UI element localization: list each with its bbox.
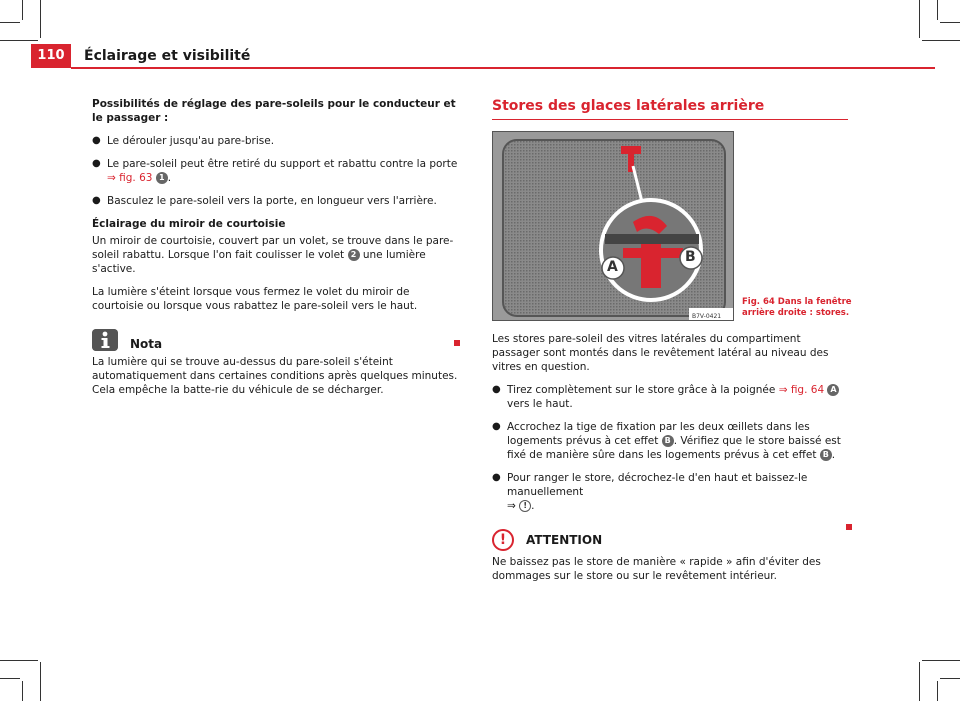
left-column [92, 97, 464, 397]
list-item [92, 194, 464, 208]
list-item [492, 383, 848, 411]
list-item-text: vers le haut. [507, 398, 573, 410]
figure-label-a: A [607, 259, 618, 275]
crop-mark [937, 0, 938, 20]
section-end-marker [454, 340, 460, 346]
section-end-marker [846, 524, 852, 530]
list-item [492, 471, 848, 513]
section-title: Stores des glaces latérales arrière [492, 98, 765, 114]
figure-label-b: B [685, 249, 696, 265]
crop-mark [922, 660, 960, 661]
crop-mark [937, 681, 938, 701]
paragraph-text: Un miroir de courtoisie, couvert par un volet, se trouve dans le pare-soleil rabattu. Lorsque l'on fait coulisser le volet [92, 235, 454, 261]
crop-mark [0, 40, 38, 41]
bullet-icon: ● [92, 135, 101, 146]
callout-badge: 2 [348, 249, 360, 261]
sunblind-intro: Les stores pare-soleil des vitres latérales du compartiment passager sont montés dans le revêtement latéral au niveau des vitres en question. [492, 333, 829, 373]
list-item [92, 134, 464, 148]
callout-badge: B [662, 435, 674, 447]
crop-mark [0, 660, 38, 661]
sunblind-drawing [493, 132, 734, 321]
page-number: 110 [31, 44, 71, 68]
callout-badge: 1 [156, 172, 168, 184]
list-item-text: . [531, 500, 535, 512]
list-item-text: Le pare-soleil peut être retiré du support et rabattu contre la porte [107, 158, 458, 170]
list-item-text: . [167, 172, 172, 184]
callout-badge: B [820, 449, 832, 461]
sunblind-illustration [492, 131, 734, 321]
crop-mark [40, 0, 41, 38]
crop-mark [940, 678, 960, 679]
list-item-text: Le dérouler jusqu'au pare-brise. [107, 135, 275, 147]
crop-mark [0, 22, 20, 23]
figure [492, 131, 852, 321]
mirror-paragraph-2: La lumière s'éteint lorsque vous fermez le volet du miroir de courtoisie ou lorsque vous rabattez le pare-soleil vers le haut. [92, 286, 418, 312]
crop-mark [0, 678, 20, 679]
crop-mark [22, 681, 23, 701]
crop-mark [922, 40, 960, 41]
list-item-text: Tirez complètement sur le store grâce à la poignée [507, 384, 776, 396]
note-title: Nota [130, 337, 163, 351]
header-rule [71, 67, 935, 69]
attention-text: Ne baissez pas le store de manière « rapide » afin d'éviter des dommages sur le store ou sur le revêtement intérieur. [492, 556, 821, 582]
list-item-text: . [831, 449, 836, 461]
list-item [492, 420, 848, 462]
figure-code: B7V-0421 [692, 313, 722, 320]
right-column [492, 97, 852, 583]
figure-link[interactable]: ⇒ fig. 63 [107, 172, 153, 184]
bullet-icon: ● [92, 195, 101, 206]
crop-mark [940, 22, 960, 23]
warning-ref-badge[interactable]: ! [519, 500, 531, 512]
list-item-text: Accrochez la tige de fixation par les deux œillets dans les logements prévus à cet effet [507, 421, 810, 447]
crop-mark [919, 662, 920, 701]
bullet-icon: ● [92, 158, 101, 169]
note-header [92, 329, 464, 351]
list-item-text: Pour ranger le store, décrochez-le d'en haut et baissez-le manuellement [507, 472, 808, 498]
mirror-heading: Éclairage du miroir de courtoisie [92, 218, 286, 230]
info-person-icon [92, 329, 118, 351]
attention-header [492, 529, 848, 551]
bullet-icon: ● [492, 384, 501, 395]
arrow-ref: ⇒ [507, 500, 516, 512]
figure-caption: Fig. 64 Dans la fenêtre arrière droite : stores. [742, 297, 852, 318]
callout-badge: A [827, 384, 839, 396]
bullet-icon: ● [492, 421, 501, 432]
figure-link[interactable]: ⇒ fig. 64 [778, 384, 825, 396]
crop-mark [22, 0, 23, 20]
note-text: La lumière qui se trouve au-dessus du pare-soleil s'éteint automatiquement dans certaines conditions après quelques minutes. Cela empêche la batte-rie du véhicule de se décharger. [92, 356, 458, 396]
list-item-text: . Vérifiez que le store baissé est fixé de manière sûre dans les logements prévus à cet effet [507, 435, 841, 461]
attention-title: ATTENTION [526, 533, 603, 547]
crop-mark [40, 662, 41, 701]
chapter-title: Éclairage et visibilité [84, 48, 251, 64]
section-rule [492, 119, 848, 120]
exclamation-circle-icon: ! [492, 529, 514, 551]
sun-visor-heading: Possibilités de réglage des pare-soleils pour le conducteur et le passager : [92, 98, 456, 124]
list-item-text: Basculez le pare-soleil vers la porte, en longueur vers l'arrière. [107, 195, 437, 207]
paragraph-text: une lumière s'active. [92, 249, 426, 275]
crop-mark [919, 0, 920, 38]
list-item [92, 157, 464, 185]
mirror-paragraph [92, 234, 464, 276]
bullet-icon: ● [492, 472, 501, 483]
